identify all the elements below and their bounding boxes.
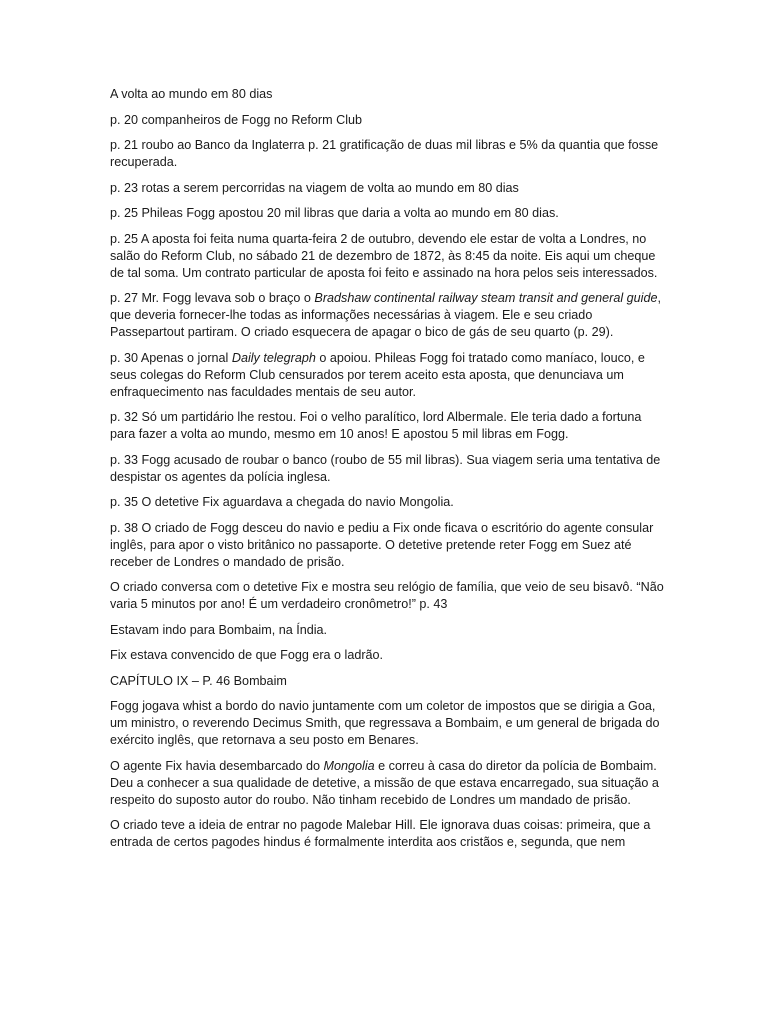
text-run: Estavam indo para Bombaim, na Índia. — [110, 622, 328, 637]
paragraph — [110, 817, 670, 851]
text-run: p. 23 rotas a serem percorridas na viagem de volta ao mundo em 80 dias — [110, 180, 519, 195]
text-run: p. 21 roubo ao Banco da Inglaterra p. 21 gratificação de duas mil libras e 5% da quantia que fosse recuperada. — [110, 138, 659, 169]
text-run: Fix estava convencido de que Fogg era o ladrão. — [110, 648, 384, 662]
text-run: Fogg jogava whist a bordo do navio juntamente com um coletor de impostos que se dirigia a Goa, um ministro, o reverendo Decimus Smith, que regressava a Bombaim, e um general de brigada do exército inglês, que retornava a seu posto em Benares. — [110, 699, 660, 747]
paragraph — [110, 520, 670, 571]
italic-text: Bradshaw continental railway steam transit and general guide — [314, 291, 658, 305]
paragraph — [110, 579, 670, 613]
text-run: p. 25 Phileas Fogg apostou 20 mil libras que daria a volta ao mundo em 80 dias. — [110, 206, 559, 220]
paragraph — [110, 86, 670, 103]
text-run: CAPÍTULO IX – P. 46 Bombaim — [110, 673, 287, 688]
italic-text: Daily telegraph — [231, 350, 316, 365]
paragraph — [110, 494, 670, 511]
paragraph — [110, 698, 670, 749]
paragraph — [110, 409, 670, 443]
text-run: p. 27 Mr. Fogg levava sob o braço o — [110, 291, 315, 305]
text-run: O criado teve a ideia de entrar no pagode Malebar Hill. Ele ignorava duas coisas: primeira, que a entrada de certos pagodes hindus é formalmente interdita aos cristãos e, segunda, que nem — [110, 818, 651, 849]
text-run: O criado conversa com o detetive Fix e mostra seu relógio de família, que veio de seu bisavô. “Não varia 5 minutos por ano! É um verdadeiro cronômetro!” p. 43 — [110, 580, 664, 611]
text-run: p. 33 Fogg acusado de roubar o banco (roubo de 55 mil libras). Sua viagem seria uma tentativa de despistar os agentes da polícia inglesa. — [110, 452, 661, 484]
paragraph — [110, 647, 670, 664]
text-run: e correu à casa do diretor da polícia de Bombaim. Deu a conhecer a sua qualidade de detetive, a missão de que estava encarregado, sua situação a respeito do suposto autor do roubo. Não tinham recebido de Londres um mandado de prisão. — [110, 758, 659, 807]
text-run: p. 25 A aposta foi feita numa quarta-feira 2 de outubro, devendo ele estar de volta a Londres, no salão do Reform Club, no sábado 21 de dezembro de 1872, às 8:45 da noite. Eis aqui um cheque de tal soma. Um contrato particular de aposta foi feito e assinado na hora pelos seis interessados. — [110, 231, 658, 280]
paragraph — [110, 622, 670, 639]
text-run: p. 30 Apenas o jornal — [110, 350, 232, 365]
paragraph — [110, 112, 670, 129]
text-run: A volta ao mundo em 80 dias — [110, 87, 273, 101]
text-run: o apoiou. Phileas Fogg foi tratado como maníaco, louco, e seus colegas do Reform Club censurados por terem aceito esta aposta, que denunciava um enfraquecimento nas faculdades mentais de seu autor. — [110, 350, 645, 399]
text-run: p. 35 O detetive Fix aguardava a chegada do navio Mongolia. — [110, 495, 454, 509]
document-page — [110, 86, 670, 860]
paragraph — [110, 231, 670, 282]
paragraph — [110, 452, 670, 486]
paragraph — [110, 673, 670, 690]
text-run: p. 38 O criado de Fogg desceu do navio e pediu a Fix onde ficava o escritório do agente consular inglês, para apor o visto britânico no passaporte. O detetive pretende reter Fogg em Suez até receber de Londres o mandado de prisão. — [110, 520, 654, 569]
paragraph — [110, 180, 670, 197]
paragraph — [110, 290, 670, 341]
paragraph — [110, 758, 670, 809]
paragraph — [110, 137, 670, 171]
paragraph — [110, 205, 670, 222]
text-run: O agente Fix havia desembarcado do — [110, 758, 324, 773]
italic-text: Mongolia — [323, 758, 375, 773]
text-run: , que deveria fornecer-lhe todas as informações necessárias à viagem. Ele e seu criado Passepartout partiram. O criado esquecera de apagar o bico de gás de seu quarto (p. 29). — [110, 291, 661, 339]
text-run: p. 20 companheiros de Fogg no Reform Club — [110, 112, 363, 127]
text-run: p. 32 Só um partidário lhe restou. Foi o velho paralítico, lord Albermale. Ele teria dado a fortuna para fazer a volta ao mundo, mesmo em 10 anos! E apostou 5 mil libras em Fogg. — [110, 410, 642, 441]
paragraph — [110, 350, 670, 401]
